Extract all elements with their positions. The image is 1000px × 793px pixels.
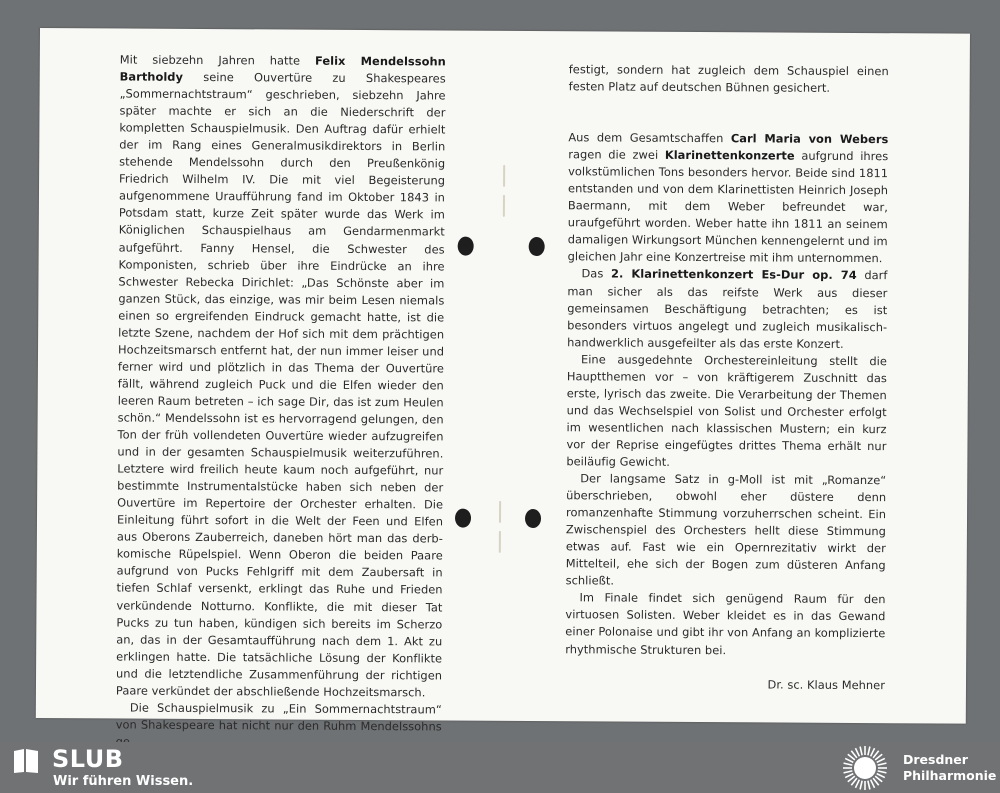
binding-hole-bottom-left bbox=[455, 509, 471, 528]
author-signature: Dr. sc. Klaus Mehner bbox=[767, 677, 886, 692]
slub-tagline: Wir führen Wissen. bbox=[53, 774, 194, 789]
weber-paragraph: Aus dem Gesamtschaffen Carl Maria von Webers ragen die zwei Klarinettenkonzerte aufgrund ihres volkstümlichen Tons besonders hervor. Beide sind 1811 entstanden und von dem Klarinettisten Heinrich Joseph Baermann, mit dem Weber befreundet war, uraufgeführt worden. Weber hatte ihn 1811 an seinem damaligen Wirkungsort München kennengelernt und im gleichen Jahr eine Konzertreise mit ihm unternommen. bbox=[567, 130, 889, 266]
program-page-spread bbox=[36, 28, 970, 734]
work-title-klarinettenkonzerte: Klarinettenkonzerte bbox=[664, 147, 795, 163]
binding-stitch bbox=[499, 501, 501, 523]
orchestereinleitung-paragraph: Eine ausgedehnte Orchestereinleitung stellt die Hauptthemen vor – von kräftigerem Zuschnitt das erste, lyrisch das zweite. Die Verarbeitung der Themen und das Wechselspiel von Solist und Orchester erfolgt im wesentlichen nach klassischen Mustern; ein kurz vor der Reprise eingefügtes drittes Thema erhält nur beiläufig Gewicht. bbox=[566, 352, 888, 469]
philharmonie-sunburst-icon[interactable] bbox=[840, 745, 890, 791]
slub-book-icon[interactable] bbox=[12, 748, 40, 774]
work-title-op74: 2. Klarinettenkonzert Es-Dur op. 74 bbox=[610, 266, 857, 283]
binding-stitch bbox=[499, 531, 501, 553]
finale-paragraph: Im Finale findet sich genügend Raum für den virtuosen Solisten. Weber kleidet es in das Gewand einer Polonaise und gibt ihr von Anfang an komplizierte rhythmische Strukturen bei. bbox=[565, 590, 886, 657]
binding-stitch bbox=[503, 165, 505, 187]
left-text-column bbox=[116, 51, 446, 752]
mendelssohn-paragraph: Mit siebzehn Jahren hatte Felix Mendelssohn Bartholdy seine Ouvertüre zu Shakespeares „Sommernachtstraum“ geschrieben, siebzehn Jahre später machte er sich an die Niederschrift der kompletten Schauspielmusik. Den Auftrag dafür erhielt der im Rang eines Generalmusikdirektors in Berlin stehende Mendelssohn durch den Preußenkönig Friedrich Wilhelm IV. Die mit viel Begeisterung aufgenommene Uraufführung fand im Oktober 1843 in Potsdam statt, kurze Zeit später wurde das Werk im Königlichen Schauspielhaus am Gendarmenmarkt aufgeführt. Fanny Hensel, die Schwester des Komponisten, schrieb über ihre Eindrücke an ihre Schwester Rebecka Dirichlet: „Das Schönste aber im ganzen Stück, das einzige, was mir beim Lesen niemals einen so ergreifenden Eindruck gemacht hatte, ist die letzte Szene, nachdem der Hof sich mit dem prächtigen Hochzeitsmarsch entfernt hat, der nun immer leiser und ferner wird und plötzlich in das Thema der Ouvertüre fällt, während zugleich Puck und die Elfen wieder den leeren Raum betreten – ich sage Dir, das ist zum Heulen schön.“ Mendelssohn ist es hervorragend gelungen, den Ton der früh vollendeten Ouvertüre wieder aufzugreifen und in der gesamten Schauspielmusik weiterzuführen. Letztere wird freilich heute kaum noch aufgeführt, nur bestimmte Instrumentalstücke haben sich neben der Ouvertüre im Repertoire der Orchester erhalten. Die Einleitung führt sofort in die Welt der Feen und Elfen aus Oberons Zauberreich, daneben hört man das derb-komische Rüpelspiel. Wenn Oberon die beiden Paare aufgrund von Pucks Fehlgriff mit dem Zaubersaft in tiefen Schlaf versenkt, erklingt das Ruhe und Frieden verkündende Notturno. Konflikte, die mit dieser Tat Pucks zu tun haben, kündigen sich bereits im Scherzo an, das in der Gesamtaufführung nach dem 1. Akt zu erklingen hatte. Die tatsächliche Lösung der Konflikte und die letztendliche Zusammenführung der richtigen Paare verkündet der abschließende Hochzeitsmarsch. bbox=[115, 52, 446, 700]
continuation-paragraph: festigt, sondern hat zugleich dem Schauspiel einen festen Platz auf deutschen Bühnen gesichert. bbox=[568, 62, 889, 95]
composer-name-weber: Carl Maria von Webers bbox=[730, 131, 889, 147]
binding-hole-top-left bbox=[458, 237, 474, 256]
slub-logo-text[interactable]: SLUB bbox=[52, 745, 124, 773]
right-text-column bbox=[565, 61, 889, 694]
konzert-es-dur-paragraph: Das 2. Klarinettenkonzert Es-Dur op. 74 darf man sicher als das reifste Werk aus dieser gemeinsamen Beschäftigung betrachten; es ist besonders virtuos angelegt und zugleich musikalisch-handwerklich ausgefeilter als das erste Konzert. bbox=[567, 266, 888, 351]
binding-stitch bbox=[503, 195, 505, 217]
binding-hole-bottom-right bbox=[525, 509, 541, 528]
romanze-paragraph: Der langsame Satz in g-Moll ist mit „Romanze“ überschrieben, obwohl eher düstere denn romanzenhafte Stimmung vorzuherrschen scheint. Ein Zwischenspiel des Orchesters hellt diese Stimmung etwas auf. Fast wie ein Opernrezitativ wirkt der Mittelteil, ehe sich der Bogen zum düsteren Anfang schließt. bbox=[565, 471, 887, 588]
composer-name-mendelssohn: Felix Mendelssohn Bartholdy bbox=[119, 53, 446, 84]
partner-name-line1[interactable]: Dresdner bbox=[903, 752, 968, 767]
binding-hole-top-right bbox=[529, 237, 545, 256]
partner-name-line2[interactable]: Philharmonie bbox=[903, 768, 997, 783]
schauspielmusik-paragraph: Die Schauspielmusik zu „Ein Sommernachtstraum“ von Shakespeare hat nicht nur den Ruhm Mendelssohns bbox=[115, 700, 442, 734]
